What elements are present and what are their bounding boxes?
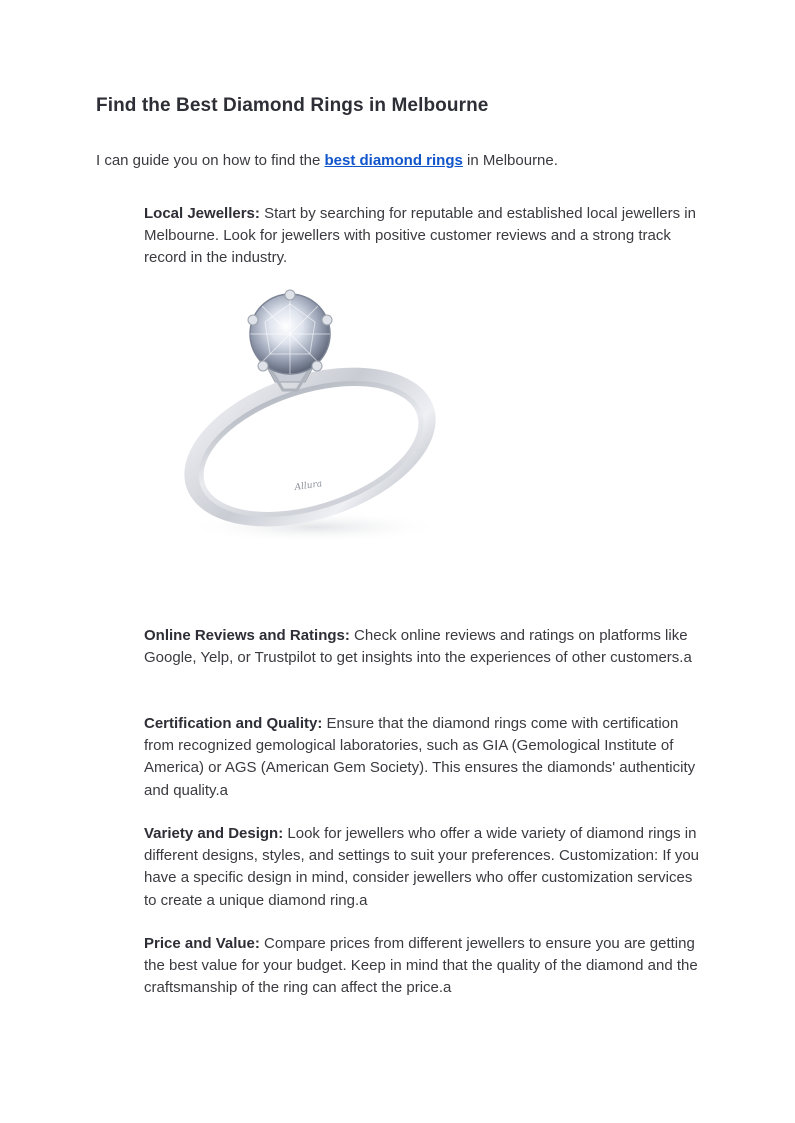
item-label: Certification and Quality: (144, 715, 323, 732)
item-local-jewellers (144, 203, 704, 270)
intro-text-after: in Melbourne. (462, 152, 558, 169)
item-label: Price and Value: (144, 935, 260, 952)
item-price-value (144, 933, 704, 1000)
intro-paragraph (96, 150, 558, 172)
item-certification-quality (144, 713, 704, 802)
item-label: Online Reviews and Ratings: (144, 627, 350, 644)
item-label: Local Jewellers: (144, 205, 260, 222)
item-text: Start by searching for reputable and established local jewellers in Melbourne. Look for jewellers with positive customer reviews and a strong track record in the industry. (144, 205, 696, 267)
ring-engraving: Allura (294, 479, 323, 493)
intro-text-before: I can guide you on how to find the (96, 152, 325, 169)
item-text: Ensure that the diamond rings come with certification from recognized gemological laboratories, such as GIA (Gemological Institute of America) or AGS (American Gem Society). This ensures the diamonds' authenticity and quality.a (144, 715, 696, 799)
item-text: Check online reviews and ratings on platforms like Google, Yelp, or Trustpilot to get insights into the experiences of other customers.a (144, 627, 692, 667)
item-online-reviews (144, 625, 704, 669)
item-text: Compare prices from different jewellers to ensure you are getting the best value for your budget. Keep in mind that the quality of the diamond and the craftsmanship of the ring can affect the price.a (144, 935, 698, 997)
diamond-ring-image (165, 282, 475, 552)
item-label: Variety and Design: (144, 825, 284, 842)
item-text: Look for jewellers who offer a wide variety of diamond rings in different designs, styles, and settings to suit your preferences. Customization: If you have a specific design in mind, consider jewellers who offer customization services to create a unique diamond ring.a (144, 825, 700, 909)
page-title: Find the Best Diamond Rings in Melbourne (96, 95, 489, 116)
item-variety-design (144, 823, 704, 912)
best-diamond-rings-link[interactable]: best diamond rings (324, 152, 463, 169)
